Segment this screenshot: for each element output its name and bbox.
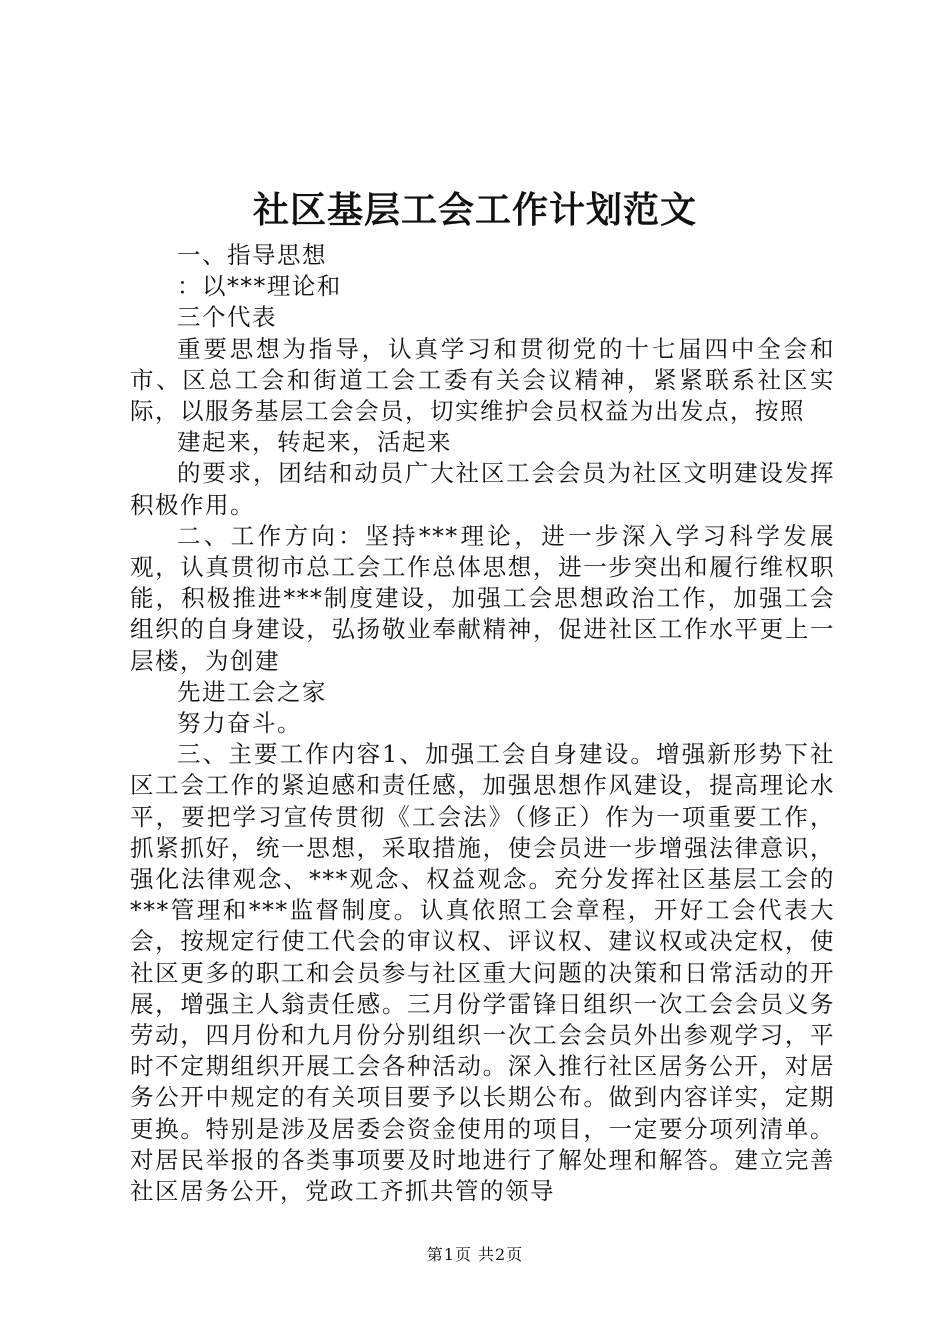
paragraph-heading-guiding-thought: 一、指导思想 — [177, 241, 327, 269]
paragraph-guiding-body: 重要思想为指导，认真学习和贯彻党的十七届四中全会和市、区总工会和街道工会工委有关会议精神，紧紧联系社区实际，以服务基层工会会员，切实维护会员权益为出发点，按照 — [130, 334, 835, 426]
paragraph-work-direction: 二、工作方向：坚持***理论，进一步深入学习科学发展观，认真贯彻市总工会工作总体思想，进一步突出和履行维权职能，积极推进***制度建设，加强工会思想政治工作，加强工会组织的自身建设，弘扬敬业奉献精神，促进社区工作水平更上一层楼，为创建 — [130, 521, 835, 675]
document-title: 社区基层工会工作计划范文 — [252, 189, 697, 231]
paragraph-theory-fragment: ：以***理论和 — [177, 272, 342, 301]
document-body — [130, 240, 835, 1207]
paragraph-main-work-content: 三、主要工作内容1、加强工会自身建设。增强新形势下社区工会工作的紧迫感和责任感，加强思想作风建设，提高理论水平，要把学习宣传贯彻《工会法》（修正）作为一项重要工作，抓紧抓好，统一思想，采取措施，使会员进一步增强法律意识，强化法律观念、***观念、权益观念。充分发挥社区基层工会的***管理和***监督制度。认真依照工会章程，开好工会代表大会，按规定行使工代会的审议权、评议权、建议权或决定权，使社区更多的职工和会员参与社区重大问题的决策和日常活动的开展，增强主人翁责任感。三月份学雷锋日组织一次工会会员义务劳动，四月份和九月份分别组织一次工会会员外出参观学习，平时不定期组织开展工会各种活动。深入推行社区居务公开，对居务公开中规定的有关项目要予以长期公布。做到内容详实，定期更换。特别是涉及居委会资金使用的项目，一定要分项列清单。对居民举报的各类事项要及时地进行了解处理和解答。建立完善社区居务公开，党政工齐抓共管的领导 — [130, 740, 835, 1206]
paragraph-three-represents: 三个代表 — [177, 303, 277, 332]
paragraph-advanced-union-home: 先进工会之家 — [177, 677, 327, 706]
paragraph-slogan: 建起来，转起来，活起来 — [177, 428, 452, 457]
paragraph-requirement: 的要求，团结和动员广大社区工会会员为社区文明建设发挥积极作用。 — [130, 459, 835, 519]
page-footer: 第1页 共2页 — [426, 1245, 524, 1264]
paragraph-strive: 努力奋斗。 — [177, 709, 302, 738]
